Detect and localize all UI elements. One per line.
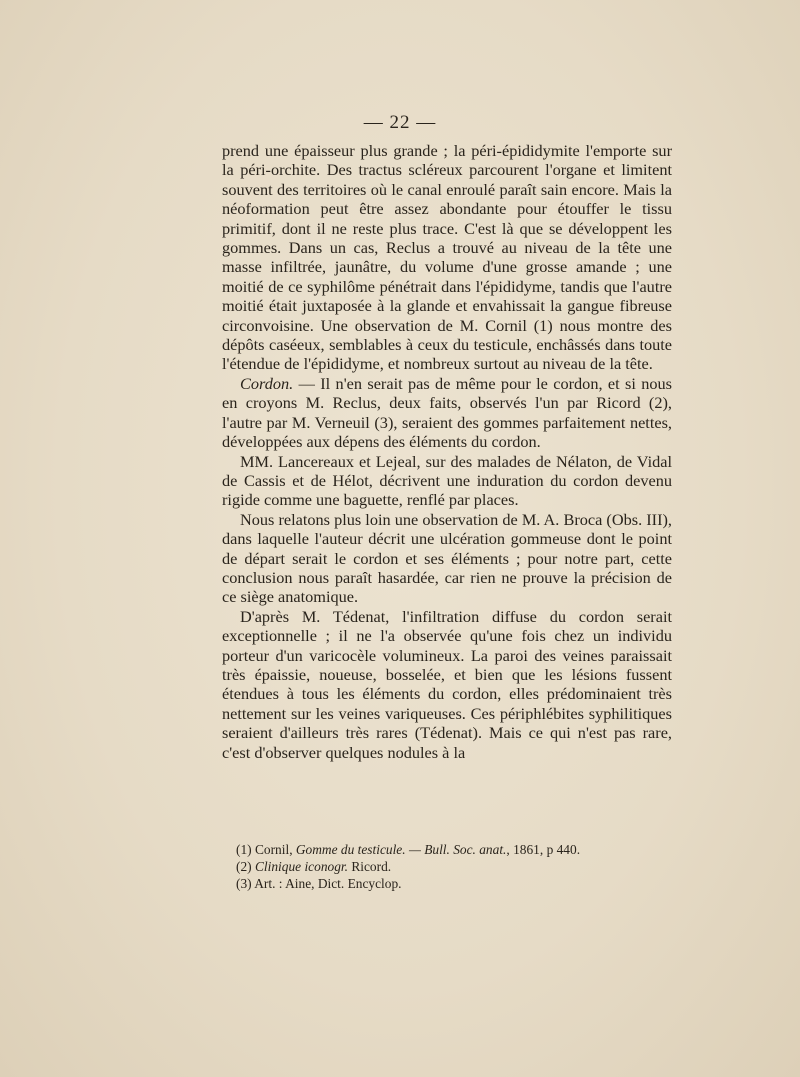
footnote-1-before: Cornil,	[251, 842, 296, 857]
paragraph-cordon	[222, 374, 672, 452]
section-lead-cordon: Cordon.	[240, 373, 294, 393]
footnote-3-before: Art. : Aine, Dict. Encyclop.	[251, 876, 402, 891]
footnote-2-after: Ricord.	[347, 859, 392, 874]
footnote-2-mark: (2)	[236, 859, 252, 874]
paragraph-5	[222, 607, 672, 762]
footnotes	[236, 841, 676, 892]
paragraph-3-text: MM. Lancereaux et Lejeal, sur des malades de Nélaton, de Vidal de Cassis et de Hélot, décrivent une induration du cordon devenu rigide comme une baguette, renflé par places.	[222, 451, 672, 510]
footnote-1-after: , 1861, p 440.	[506, 842, 581, 857]
footnote-2-italic: Clinique iconogr.	[254, 859, 348, 874]
paragraph-1-text: prend une épaisseur plus grande ; la péri-épididymite l'emporte sur la péri-orchite. Des tractus scléreux parcourent l'organe et limitent souvent des territoires où le canal enroulé paraît sain encore. Mais la néoformation peut être assez abondante pour étouffer le tissu primitif, dont il ne reste plus trace. C'est là que se développent les gommes. Dans un cas, Reclus a trouvé au niveau de la tête une masse infiltrée, jaunâtre, du volume d'une grosse amande ; une moitié de ce syphilôme pénétrait dans l'épididyme, tandis que l'autre moitié était juxtaposée à la glande et envahissait la gangue fibreuse circonvoisine. Une observation de M. Cornil (1) nous montre des dépôts caséeux, semblables à ceux du testicule, enchâssés dans toute l'étendue de l'épididyme, et nombreux surtout au niveau de la tête.	[222, 141, 672, 374]
paragraph-5-text: D'après M. Tédenat, l'infiltration diffuse du cordon serait exceptionnelle ; il ne l'a observée qu'une fois chez un individu porteur d'un varicocèle volumineux. La paroi des veines paraissait très épaissie, noueuse, bosselée, et bien que les lésions fussent étendues à tous les éléments du cordon, elles prédominaient très nettement sur les veines variqueuses. Ces périphlébites syphilitiques seraient d'ailleurs très rares (Tédenat). Mais ce qui n'est pas rare, c'est d'observer quelques nodules à la	[222, 606, 672, 762]
footnote-3	[236, 875, 676, 892]
footnote-1-italic: Gomme du testicule. — Bull. Soc. anat.	[295, 842, 507, 857]
footnote-2	[236, 858, 676, 875]
footnote-3-mark: (3)	[236, 876, 252, 891]
paragraph-1	[222, 141, 672, 374]
page-number: — 22 —	[363, 112, 437, 133]
body-text	[222, 141, 672, 762]
paragraph-cordon-text: — Il n'en serait pas de même pour le cordon, et si nous en croyons M. Reclus, deux faits, observés l'un par Ricord (2), l'autre par M. Verneuil (3), seraient des gommes parfaitement nettes, développées aux dépens des éléments du cordon.	[222, 373, 672, 452]
paragraph-3	[222, 452, 672, 510]
paragraph-4-text: Nous relatons plus loin une observation de M. A. Broca (Obs. III), dans laquelle l'auteur décrit une ulcération gommeuse dont le point de départ serait le cordon et ses éléments ; pour notre part, cette conclusion nous paraît hasardée, car rien ne prouve la précision de ce siège anatomique.	[222, 509, 672, 607]
footnote-1	[236, 841, 676, 858]
footnote-1-mark: (1)	[236, 842, 252, 857]
paragraph-4	[222, 510, 672, 607]
